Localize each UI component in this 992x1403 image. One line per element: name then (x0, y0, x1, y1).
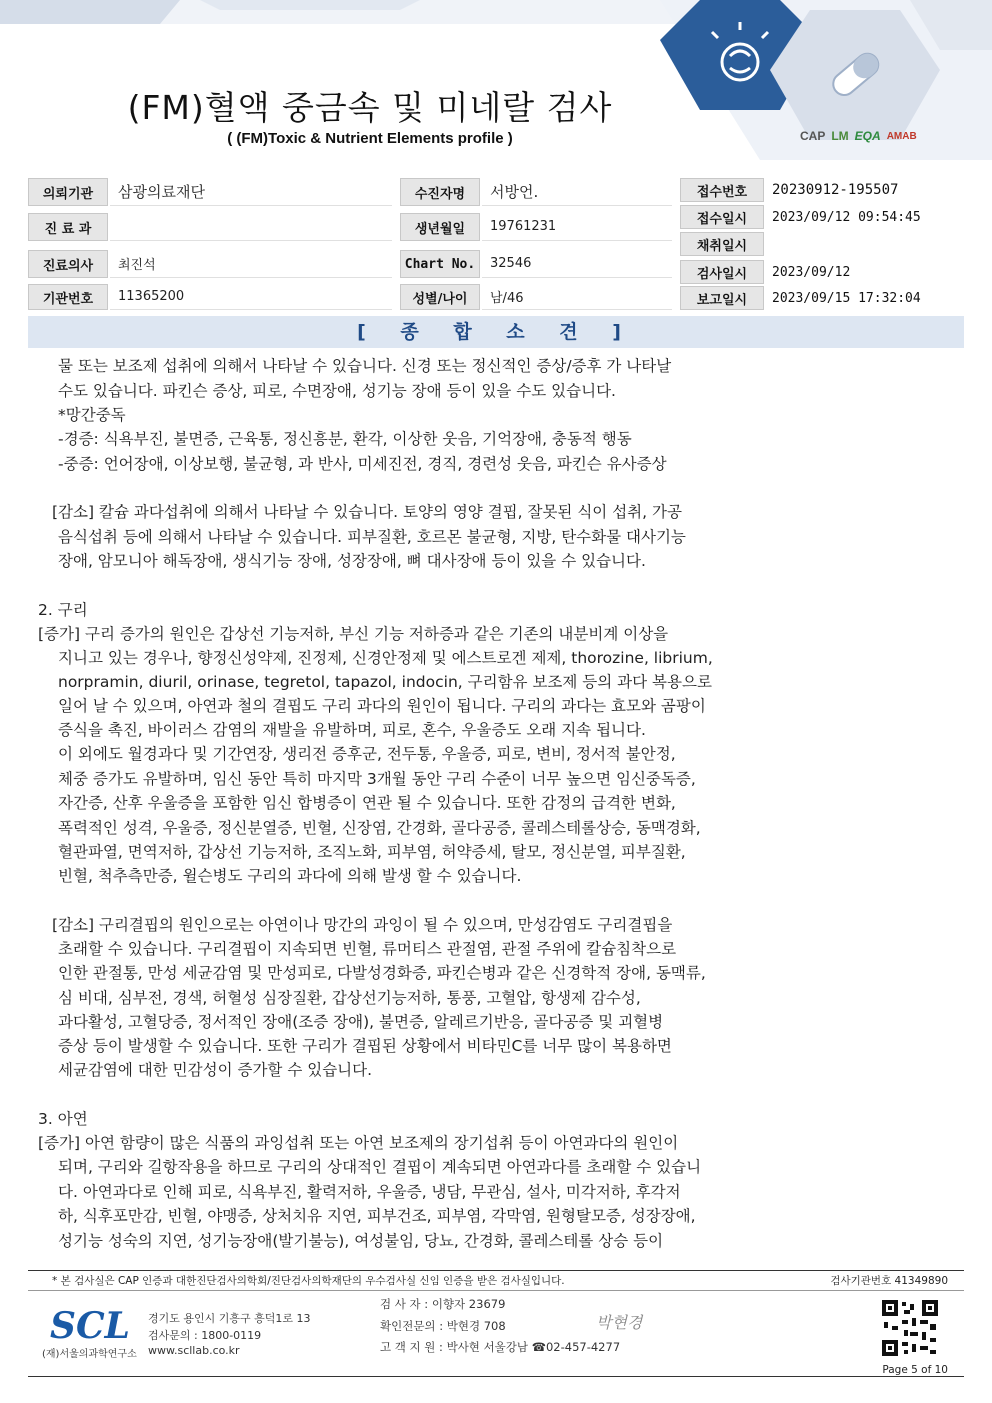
body-line: 세균감염에 대한 민감성이 증가할 수 있습니다. (58, 1061, 373, 1079)
qr-code-icon[interactable] (882, 1300, 938, 1356)
value-sex-age: 남/46 (482, 284, 672, 310)
body-line: 되며, 구리와 길항작용을 하므로 구리의 상대적인 결핍이 계속되면 아연과다를 초래할 수 있습니 (58, 1158, 702, 1176)
eqa-logo: EQA (854, 129, 881, 143)
body-line: 심 비대, 심부전, 경색, 허혈성 심장질환, 갑상선기능저하, 통풍, 고혈압, 항생제 감수성, (58, 989, 641, 1007)
value-test-date: 2023/09/12 (772, 264, 851, 280)
footer-website[interactable]: www.scllab.co.kr (148, 1344, 240, 1357)
section-heading-copper: 2. 구리 (38, 601, 88, 619)
body-line: 혈관파열, 면역저하, 갑상선 기능저하, 조직노화, 피부염, 허약증세, 탈모, 정신분열, 피부질환, (58, 843, 686, 861)
body-line: 다. 아연과다로 인해 피로, 식욕부진, 활력저하, 우울증, 냉담, 무관심, 설사, 미각저하, 후각저 (58, 1183, 681, 1201)
value-receipt-no: 20230912-195507 (772, 182, 899, 198)
summary-section-title: [ 종 합 소 견 ] (28, 316, 964, 348)
body-line: [감소] 구리결핍의 원인으로는 아연이나 망간의 과잉이 될 수 있으며, 만성감염도 구리결핍을 (52, 916, 673, 934)
body-line: 음식섭취 등에 의해서 나타날 수 있습니다. 피부질환, 호르몬 불균형, 지방, 탄수화물 대사기능 (58, 528, 686, 546)
body-line: -경증: 식욕부진, 불면증, 근육통, 정신흥분, 환각, 이상한 웃음, 기억장애, 충동적 행동 (58, 430, 632, 448)
body-line: 체중 증가도 유발하며, 임신 동안 특히 마지막 3개월 동안 구리 수준이 너무 높으면 임신중독증, (58, 770, 696, 788)
cap-logo: CAP (800, 129, 826, 143)
body-line: 증상 등이 발생할 수 있습니다. 또한 구리가 결핍된 상황에서 비타민C를 너무 많이 복용하면 (58, 1037, 672, 1055)
body-line: 수도 있습니다. 파킨슨 증상, 피로, 수면장애, 성기능 장애 등이 있을 수도 있습니다. (58, 382, 616, 400)
page-subtitle: ( (FM)Toxic & Nutrient Elements profile ) (227, 130, 513, 147)
footer-support: 고 객 지 원 : 박사현 서울강남 ☎02-457-4277 (380, 1340, 621, 1354)
specialist-signature: 박현경 (596, 1313, 643, 1332)
footer-accreditation-note: * 본 검사실은 CAP 인증과 대한진단검사의학회/진단검사의학재단의 우수검사실 신임 인증을 받은 검사실입니다. (52, 1275, 565, 1287)
label-report-time: 보고일시 (680, 286, 764, 310)
footer-specialist: 확인전문의 : 박현경 708 (380, 1319, 506, 1333)
section-heading-zinc: 3. 아연 (38, 1110, 88, 1128)
label-receipt-no: 접수번호 (680, 178, 764, 202)
label-test-date: 검사일시 (680, 260, 764, 284)
footer-examiner: 검 사 자 : 이향자 23679 (380, 1297, 506, 1311)
scl-logo-subtitle: (재)서울의과학연구소 (42, 1349, 137, 1360)
value-report-time: 2023/09/15 17:32:04 (772, 290, 921, 306)
body-line: 장애, 암모니아 해독장애, 생식기능 장애, 성장장애, 뼈 대사장애 등이 있을 수 있습니다. (58, 552, 646, 570)
body-line: 빈혈, 척추측만증, 윌슨병도 구리의 과다에 의해 발생 할 수 있습니다. (58, 867, 522, 885)
value-institution: 삼광의료재단 (110, 178, 392, 206)
body-line: 일어 날 수 있으며, 아연과 철의 결핍도 구리 과다의 원인이 됩니다. 구리의 과다는 효모와 곰팡이 (58, 697, 706, 715)
body-line: 초래할 수 있습니다. 구리결핍이 지속되면 빈혈, 류머티스 관절염, 관절 주위에 칼슘침착으로 (58, 940, 677, 958)
value-patient-name: 서방언. (482, 178, 672, 206)
label-patient-name: 수진자명 (400, 178, 480, 206)
footer-divider (28, 1290, 964, 1291)
body-line: [증가] 구리 증가의 원인은 갑상선 기능저하, 부신 기능 저하증과 같은 기존의 내분비계 이상을 (38, 625, 669, 643)
body-line: [증가] 아연 함량이 많은 식품의 과잉섭취 또는 아연 보조제의 장기섭취 등이 아연과다의 원인이 (38, 1134, 679, 1152)
value-chart-no: 32546 (482, 250, 672, 278)
body-line: 과다활성, 고혈당증, 정서적인 장애(조증 장애), 불면증, 알레르기반응, 골다공증 및 괴혈병 (58, 1013, 664, 1031)
body-line: *망간중독 (58, 406, 126, 424)
label-institution-no: 기관번호 (28, 284, 108, 310)
body-line: 증식을 촉진, 바이러스 감염의 재발을 유발하며, 피로, 혼수, 우울증도 오래 지속 됩니다. (58, 721, 646, 739)
header-corner-decoration (0, 0, 700, 24)
body-line: -중증: 언어장애, 이상보행, 불균형, 과 반사, 미세진전, 경직, 경련성 웃음, 파킨슨 유사증상 (58, 455, 667, 473)
value-receipt-time: 2023/09/12 09:54:45 (772, 209, 921, 225)
lm-logo: LM (831, 129, 849, 143)
scl-logo: SCL (50, 1305, 130, 1347)
label-collection-time: 채취일시 (680, 232, 764, 256)
label-chart-no: Chart No. (400, 250, 480, 278)
body-line: 성기능 성숙의 지연, 성기능장애(발기불능), 여성불임, 당뇨, 간경화, 콜레스테롤 상승 등이 (58, 1232, 664, 1250)
page-number: Page 5 of 10 (882, 1364, 948, 1376)
body-line: norpramin, diuril, orinase, tegretol, tapazol, indocin, 구리함유 보조제 등의 과다 복용으로 (58, 673, 712, 691)
body-line: 지니고 있는 경우나, 향정신성약제, 진정제, 신경안정제 및 에스트로겐 제제, thorozine, librium, (58, 649, 713, 667)
footer-lab-number: 검사기관번호 41349890 (830, 1275, 948, 1287)
body-line: 이 외에도 월경과다 및 기간연장, 생리전 증후군, 전두통, 우울증, 피로, 변비, 정서적 불안정, (58, 745, 676, 763)
amab-logo: AMAB (886, 130, 917, 142)
label-birth-date: 생년월일 (400, 213, 480, 241)
value-institution-no: 11365200 (110, 284, 392, 310)
body-line: 폭력적인 성격, 우울증, 정신분열증, 빈혈, 신장염, 간경화, 골다공증, 콜레스테롤상승, 동맥경화, (58, 819, 701, 837)
value-department (110, 213, 392, 241)
body-line: 인한 관절통, 만성 세균감염 및 만성피로, 다발성경화증, 파킨슨병과 같은 신경학적 장애, 동맥류, (58, 964, 706, 982)
footer-divider-top (28, 1270, 964, 1271)
value-collection-time (766, 232, 964, 256)
certification-logos (800, 118, 970, 154)
label-receipt-time: 접수일시 (680, 205, 764, 229)
page-title: (FM)혈액 중금속 및 미네랄 검사 (127, 88, 613, 127)
body-line: 하, 식후포만감, 빈혈, 야맹증, 상처치유 지연, 피부건조, 피부염, 각막염, 원형탈모증, 성장장애, (58, 1207, 696, 1225)
label-department: 진 료 과 (28, 213, 108, 241)
value-doctor: 최진석 (110, 250, 392, 278)
patient-info-table (28, 178, 964, 310)
footer-address: 경기도 용인시 기흥구 흥덕1로 13 (148, 1312, 311, 1325)
body-line: 물 또는 보조제 섭취에 의해서 나타날 수 있습니다. 신경 또는 정신적인 증상/증후 가 나타날 (58, 357, 672, 375)
label-doctor: 진료의사 (28, 250, 108, 278)
label-sex-age: 성별/나이 (400, 284, 480, 310)
body-line: 자간증, 산후 우울증을 포함한 임신 합병증이 연관 될 수 있습니다. 또한 감정의 급격한 변화, (58, 794, 676, 812)
label-institution: 의뢰기관 (28, 178, 108, 206)
footer-phone: 검사문의 : 1800-0119 (148, 1329, 262, 1342)
footer-divider-bottom (28, 1376, 964, 1377)
body-line: [감소] 칼슘 과다섭취에 의해서 나타날 수 있습니다. 토양의 영양 결핍, 잘못된 식이 섭취, 가공 (52, 503, 682, 521)
value-birth-date: 19761231 (482, 213, 672, 241)
